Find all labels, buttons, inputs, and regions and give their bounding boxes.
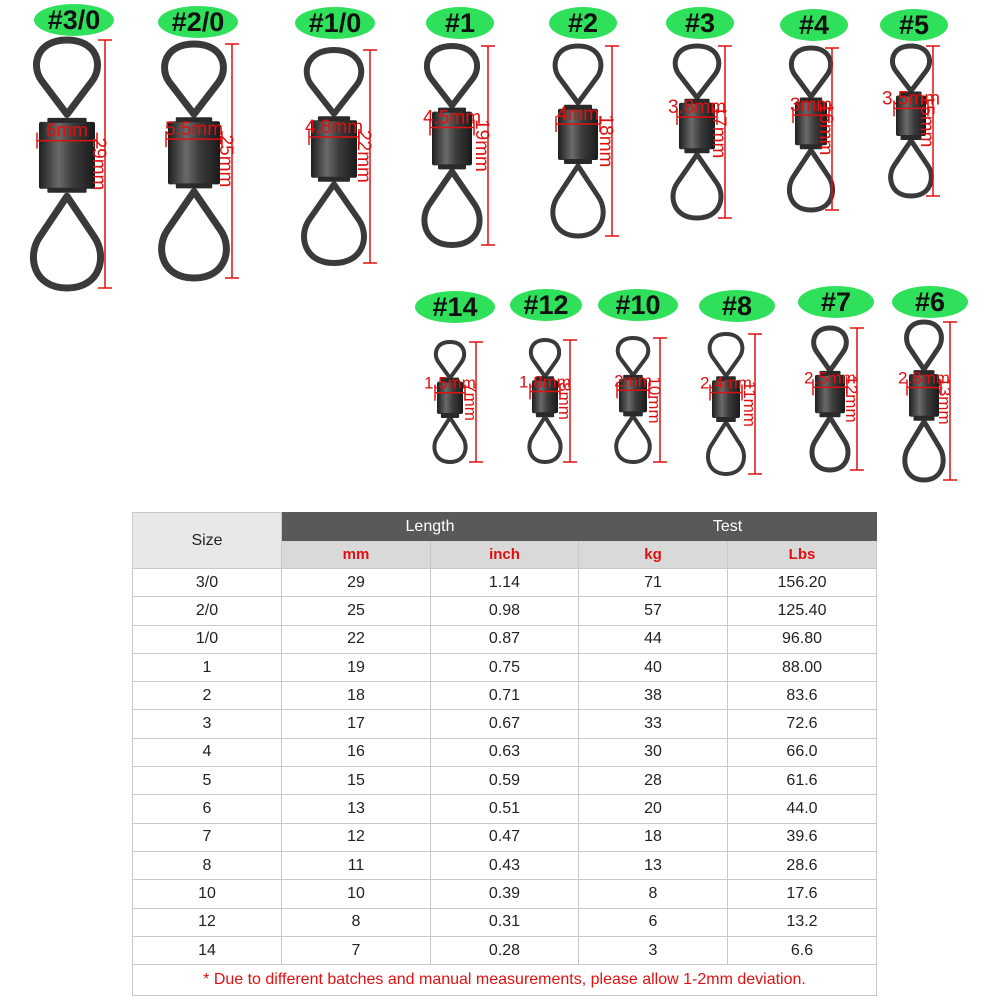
upper-eye <box>436 342 464 378</box>
inch-cell: 0.71 <box>431 682 579 710</box>
lower-eye <box>424 171 479 245</box>
barrel-ring <box>47 188 86 193</box>
upper-eye <box>427 46 477 106</box>
barrel-ring <box>441 413 459 418</box>
barrel-ring <box>438 164 466 169</box>
length-dimension-label: 8mm <box>555 382 574 420</box>
table-row <box>133 823 877 851</box>
swivel-item <box>510 289 582 462</box>
lower-eye <box>673 154 721 218</box>
upper-eye <box>892 46 929 91</box>
length-dimension-label: 11mm <box>740 381 759 427</box>
swivel-item <box>699 290 775 474</box>
size-badge-label: #12 <box>523 290 569 320</box>
mm-cell: 17 <box>282 710 431 738</box>
length-dimension-label: 12mm <box>842 375 861 423</box>
size-cell: 12 <box>133 908 282 936</box>
body-dimension-label: 2mm <box>614 371 652 391</box>
lbs-cell: 44.0 <box>728 795 877 823</box>
barrel-ring <box>914 416 935 421</box>
kg-cell: 33 <box>579 710 728 738</box>
table-row <box>133 880 877 908</box>
size-badge-label: #8 <box>721 291 753 321</box>
upper-eye <box>36 40 97 114</box>
table-row <box>133 795 877 823</box>
swivel-item <box>33 4 114 288</box>
body-dimension-label: 5.5mm <box>164 119 224 141</box>
size-cell: 2 <box>133 682 282 710</box>
lbs-cell: 66.0 <box>728 738 877 766</box>
lbs-cell: 6.6 <box>728 936 877 964</box>
lbs-cell: 61.6 <box>728 767 877 795</box>
body-dimension-label: 1.5mm <box>424 373 476 393</box>
swivel-item <box>415 291 495 462</box>
kg-cell: 8 <box>579 880 728 908</box>
upper-eye <box>165 44 224 114</box>
mm-cell: 22 <box>282 625 431 653</box>
size-cell: 3/0 <box>133 569 282 597</box>
table-row <box>133 936 877 964</box>
table-row <box>133 653 877 681</box>
length-dimension-label: 22mm <box>353 130 374 183</box>
table-row <box>133 767 877 795</box>
spec-table <box>132 512 877 996</box>
kg-cell: 40 <box>579 653 728 681</box>
lower-eye <box>553 166 603 236</box>
kg-cell: 71 <box>579 569 728 597</box>
upper-eye <box>814 328 847 371</box>
lbs-header: Lbs <box>728 541 877 569</box>
table-row <box>133 738 877 766</box>
lower-eye <box>616 416 650 462</box>
lbs-cell: 39.6 <box>728 823 877 851</box>
swivel <box>434 342 465 462</box>
size-badge-label: #2/0 <box>171 7 225 37</box>
length-dimension-label: 25mm <box>215 134 236 188</box>
size-header: Size <box>133 513 282 569</box>
inch-cell: 0.98 <box>431 597 579 625</box>
lower-eye <box>434 418 465 462</box>
lbs-cell: 125.40 <box>728 597 877 625</box>
inch-cell: 0.67 <box>431 710 579 738</box>
lower-eye <box>789 150 832 210</box>
upper-eye <box>710 334 743 376</box>
barrel-ring <box>536 412 554 417</box>
length-dimension-label: 7mm <box>461 383 480 421</box>
body-dimension-label: 2.8mm <box>898 368 950 388</box>
body-dimension-label: 6mm <box>45 120 89 142</box>
size-cell: 3 <box>133 710 282 738</box>
barrel-ring <box>820 412 841 417</box>
barrel-ring <box>623 411 643 416</box>
inch-cell: 0.63 <box>431 738 579 766</box>
size-badge-label: #1 <box>444 8 476 38</box>
inch-cell: 0.51 <box>431 795 579 823</box>
mm-cell: 8 <box>282 908 431 936</box>
kg-cell: 44 <box>579 625 728 653</box>
size-badge-label: #3/0 <box>47 5 101 35</box>
barrel-ring <box>318 177 350 182</box>
kg-header: kg <box>579 541 728 569</box>
table-row <box>133 625 877 653</box>
lbs-cell: 28.6 <box>728 851 877 879</box>
kg-cell: 20 <box>579 795 728 823</box>
length-dimension-label: 15mm <box>916 94 937 148</box>
size-cell: 1/0 <box>133 625 282 653</box>
barrel-ring <box>716 417 736 422</box>
size-cell: 14 <box>133 936 282 964</box>
swivel-item <box>880 9 948 196</box>
mm-cell: 7 <box>282 936 431 964</box>
kg-cell: 13 <box>579 851 728 879</box>
body-dimension-label: 3mm <box>789 95 833 117</box>
length-dimension-label: 16mm <box>815 102 836 156</box>
size-cell: 5 <box>133 767 282 795</box>
upper-eye <box>791 48 830 97</box>
swivel-item <box>892 286 968 480</box>
body-dimension-label: 3.8mm <box>667 96 727 118</box>
lower-eye <box>891 141 932 197</box>
length-dimension-label: 18mm <box>595 114 616 168</box>
mm-cell: 10 <box>282 880 431 908</box>
lower-eye <box>529 417 560 462</box>
size-badge-label: #5 <box>898 10 930 40</box>
size-cell: 7 <box>133 823 282 851</box>
size-badge-label: #6 <box>914 287 946 317</box>
mm-header: mm <box>282 541 431 569</box>
inch-cell: 0.28 <box>431 936 579 964</box>
barrel-ring <box>684 148 709 153</box>
size-badge-label: #2 <box>567 8 599 38</box>
mm-cell: 25 <box>282 597 431 625</box>
body-dimension-label: 4mm <box>556 103 600 125</box>
size-cell: 6 <box>133 795 282 823</box>
size-badge-label: #10 <box>615 290 661 320</box>
kg-cell: 57 <box>579 597 728 625</box>
size-badge-label: #7 <box>820 287 852 317</box>
inch-cell: 0.43 <box>431 851 579 879</box>
table-row <box>133 710 877 738</box>
body-dimension-label: 2.5mm <box>804 368 856 388</box>
size-cell: 2/0 <box>133 597 282 625</box>
mm-cell: 12 <box>282 823 431 851</box>
table-row <box>133 682 877 710</box>
barrel-ring <box>564 159 592 164</box>
inch-cell: 0.47 <box>431 823 579 851</box>
upper-eye <box>531 340 559 377</box>
kg-cell: 28 <box>579 767 728 795</box>
swivel-item <box>598 289 678 462</box>
lbs-cell: 96.80 <box>728 625 877 653</box>
inch-cell: 1.14 <box>431 569 579 597</box>
size-badge-label: #4 <box>798 10 830 40</box>
lower-eye <box>812 417 848 470</box>
swivel-item <box>295 7 377 263</box>
table-row <box>133 569 877 597</box>
upper-eye <box>307 50 362 114</box>
lbs-cell: 83.6 <box>728 682 877 710</box>
swivel <box>616 338 650 462</box>
kg-cell: 6 <box>579 908 728 936</box>
lower-eye <box>905 422 943 480</box>
length-dimension-label: 17mm <box>708 105 729 159</box>
mm-cell: 13 <box>282 795 431 823</box>
size-cell: 1 <box>133 653 282 681</box>
lbs-cell: 13.2 <box>728 908 877 936</box>
kg-cell: 18 <box>579 823 728 851</box>
size-badge-label: #3 <box>684 8 716 38</box>
lbs-cell: 156.20 <box>728 569 877 597</box>
body-dimension-label: 3.5mm <box>881 88 941 110</box>
swivel <box>708 334 744 474</box>
lbs-cell: 88.00 <box>728 653 877 681</box>
table-row <box>133 851 877 879</box>
body-dimension-label: 4.5mm <box>422 107 482 129</box>
lower-eye <box>708 422 744 474</box>
length-dimension-label: 19mm <box>471 119 492 172</box>
lower-eye <box>162 191 227 278</box>
deviation-note: * Due to different batches and manual measurements, please allow 1-2mm deviation. <box>133 965 877 996</box>
inch-cell: 0.31 <box>431 908 579 936</box>
size-cell: 10 <box>133 880 282 908</box>
body-dimension-label: 4.8mm <box>304 116 364 138</box>
lbs-cell: 17.6 <box>728 880 877 908</box>
kg-cell: 3 <box>579 936 728 964</box>
swivel-item <box>549 7 619 236</box>
size-badge-label: #14 <box>432 292 478 322</box>
length-dimension-label: 10mm <box>645 376 664 424</box>
lower-eye <box>33 196 100 288</box>
swivel-item <box>423 7 495 245</box>
swivel-item <box>798 286 874 470</box>
upper-eye <box>675 46 719 98</box>
mm-cell: 15 <box>282 767 431 795</box>
barrel-ring <box>176 183 212 188</box>
size-badge-label: #1/0 <box>308 8 362 38</box>
inch-cell: 0.59 <box>431 767 579 795</box>
mm-cell: 11 <box>282 851 431 879</box>
size-cell: 8 <box>133 851 282 879</box>
swivel-item <box>780 9 848 210</box>
mm-cell: 19 <box>282 653 431 681</box>
inch-cell: 0.39 <box>431 880 579 908</box>
body-dimension-label: 1.8mm <box>519 372 571 392</box>
table-row <box>133 597 877 625</box>
mm-cell: 18 <box>282 682 431 710</box>
inch-header: inch <box>431 541 579 569</box>
lbs-cell: 72.6 <box>728 710 877 738</box>
mm-cell: 29 <box>282 569 431 597</box>
size-cell: 4 <box>133 738 282 766</box>
length-header: Length <box>282 513 579 541</box>
swivel-item <box>666 7 734 218</box>
length-dimension-label: 13mm <box>935 377 954 425</box>
mm-cell: 16 <box>282 738 431 766</box>
inch-cell: 0.75 <box>431 653 579 681</box>
kg-cell: 38 <box>579 682 728 710</box>
body-dimension-label: 2.4mm <box>700 373 752 393</box>
test-header: Test <box>579 513 877 541</box>
swivel-item <box>158 6 239 278</box>
kg-cell: 30 <box>579 738 728 766</box>
lower-eye <box>304 184 364 263</box>
table-row <box>133 908 877 936</box>
upper-eye <box>555 46 601 103</box>
inch-cell: 0.87 <box>431 625 579 653</box>
length-dimension-label: 29mm <box>88 137 109 191</box>
upper-eye <box>618 338 649 375</box>
upper-eye <box>907 322 942 369</box>
